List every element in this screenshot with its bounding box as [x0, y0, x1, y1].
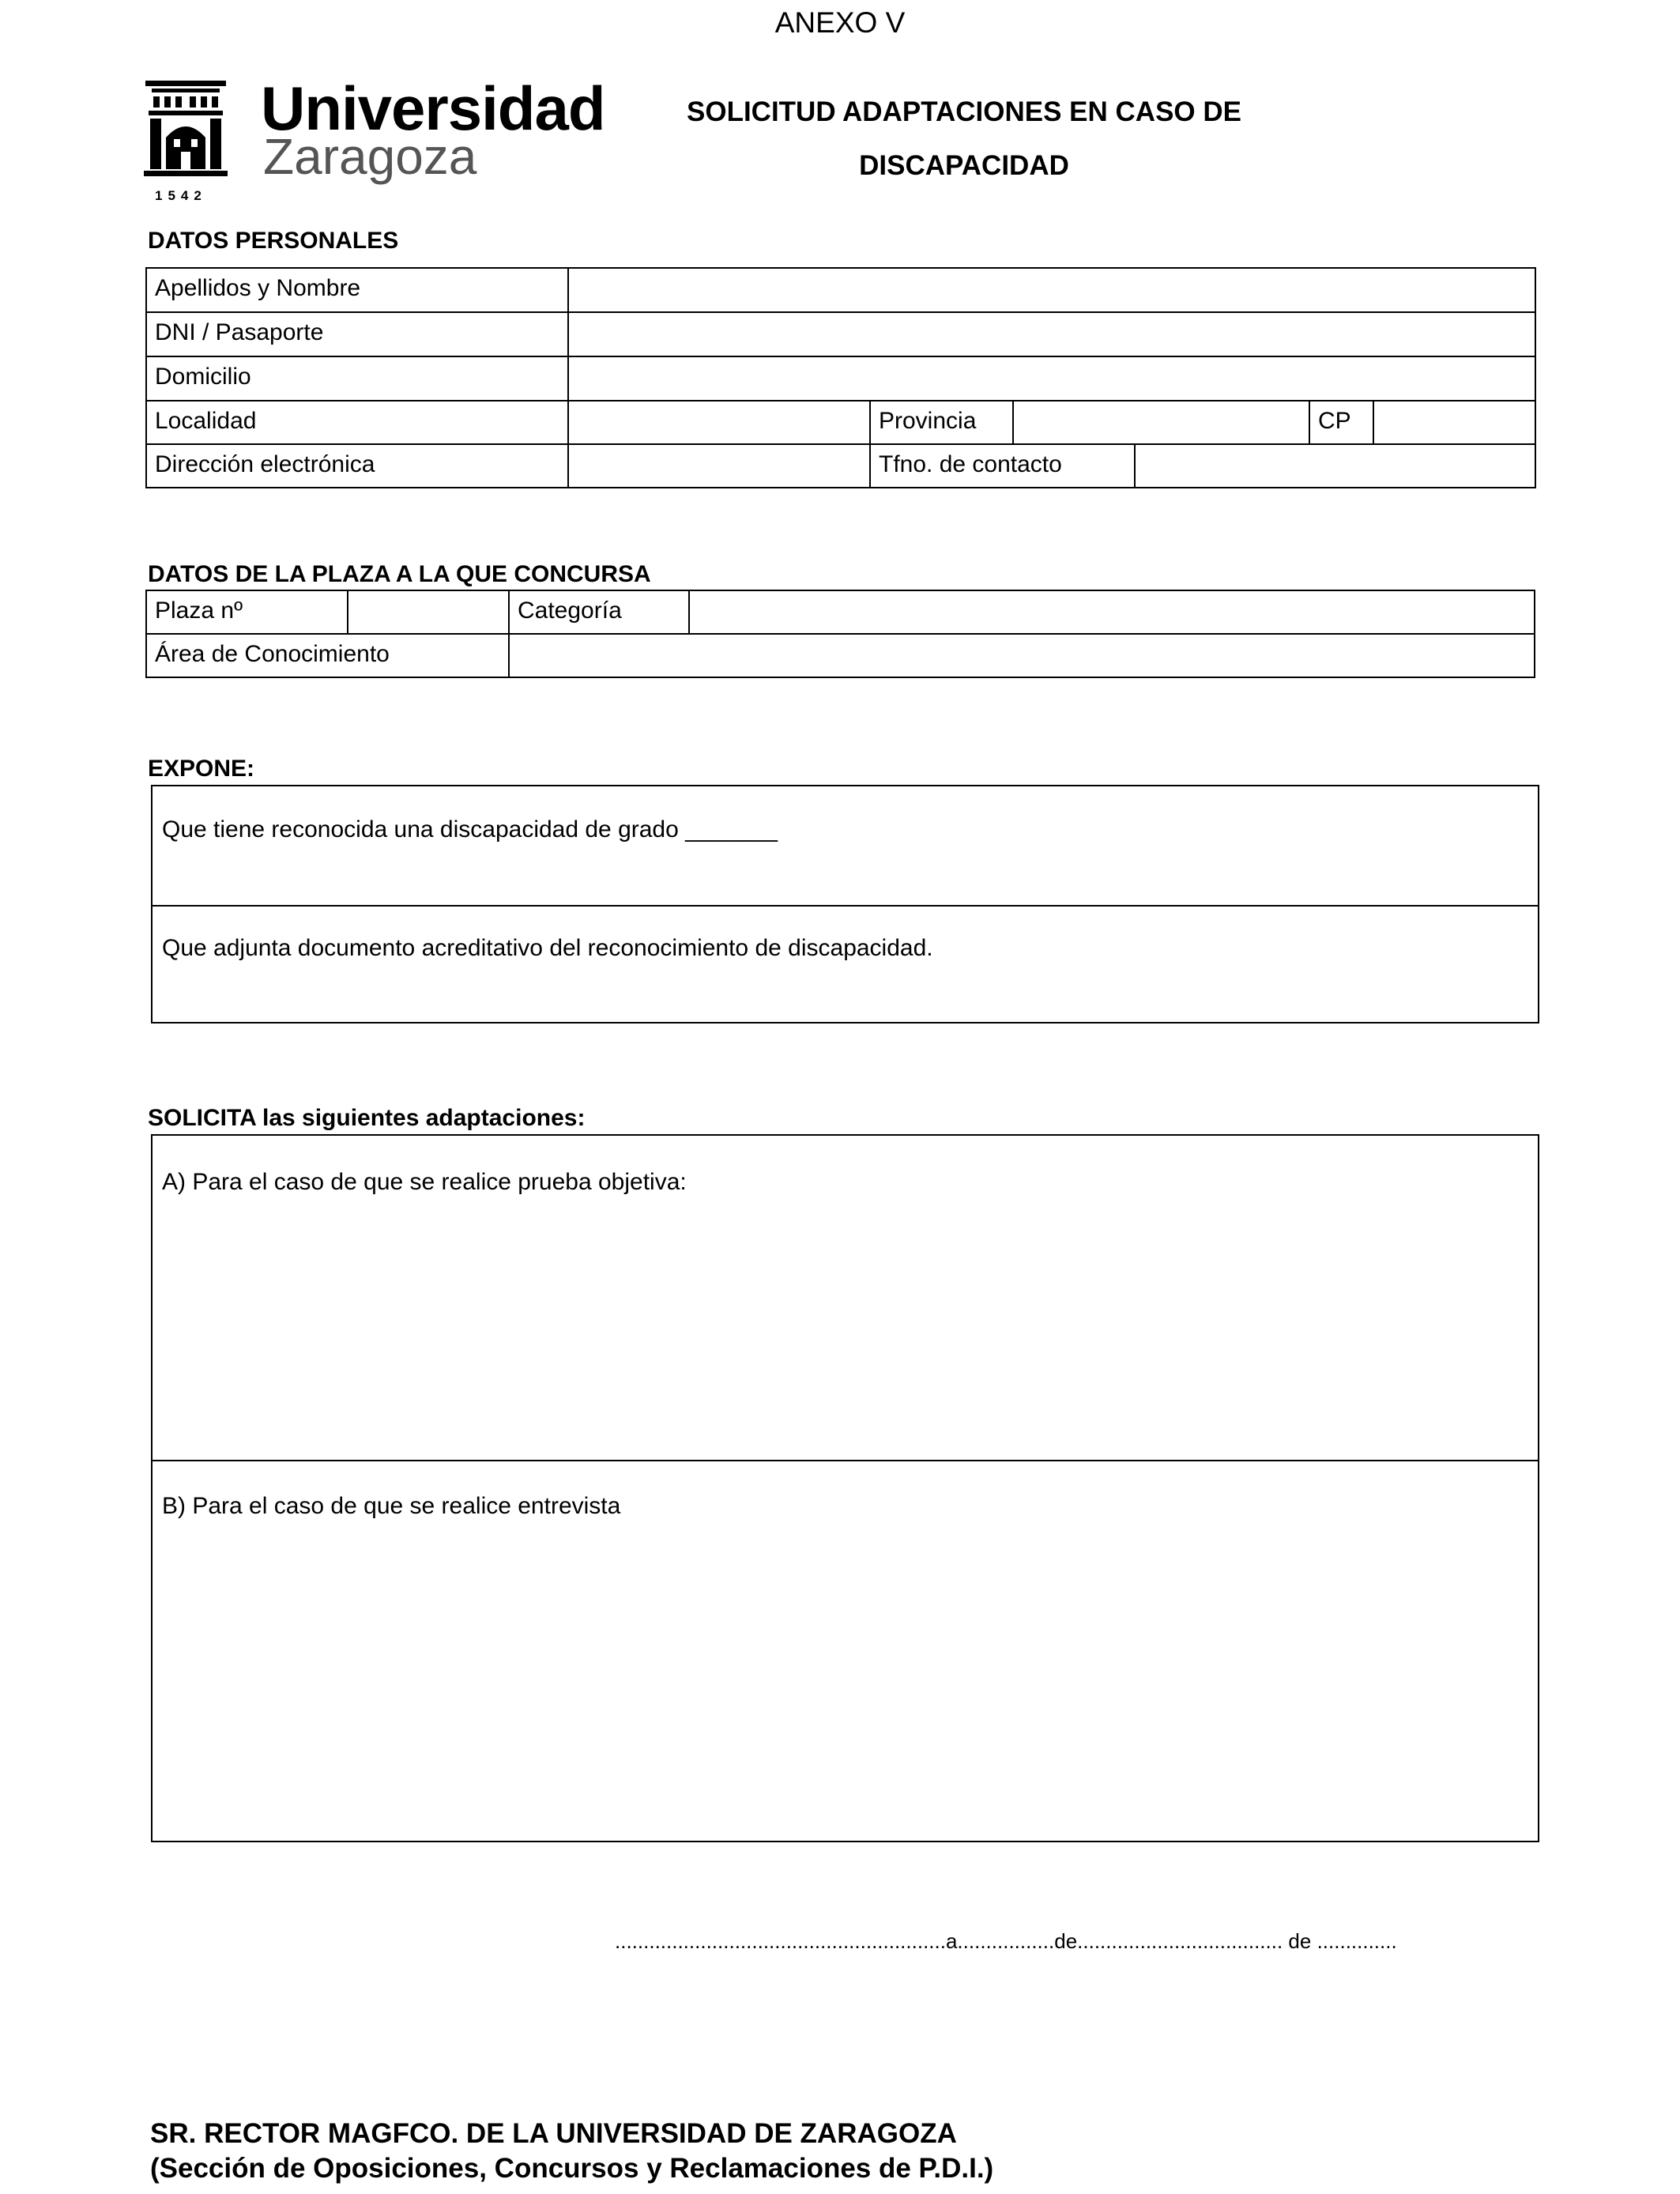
statement-divider	[153, 905, 1538, 907]
request-interview-label: B) Para el caso de que se realice entrevista	[162, 1493, 621, 1519]
personal-data-table	[145, 267, 1536, 488]
postal-code-field[interactable]	[1373, 400, 1535, 443]
email-field[interactable]	[567, 443, 869, 487]
category-label: Categoría	[508, 590, 688, 633]
statement-disability-degree[interactable]: Que tiene reconocida una discapacidad de grado _______	[162, 816, 778, 843]
request-heading: SOLICITA las siguientes adaptaciones:	[148, 1105, 586, 1131]
annex-title: ANEXO V	[774, 6, 906, 39]
logo-wordmark: Universidad	[261, 74, 605, 143]
email-label: Dirección electrónica	[145, 443, 567, 487]
knowledge-area-label: Área de Conocimiento	[145, 633, 508, 677]
addressee-line2: (Sección de Oposiciones, Concursos y Reclamaciones de P.D.I.)	[150, 2153, 994, 2184]
id-document-field[interactable]	[567, 311, 1535, 356]
personal-data-heading: DATOS PERSONALES	[148, 228, 399, 254]
addressee-line1: SR. RECTOR MAGFCO. DE LA UNIVERSIDAD DE ZARAGOZA	[150, 2118, 957, 2149]
province-label: Provincia	[869, 400, 1012, 443]
document-title	[593, 85, 1335, 193]
id-document-label: DNI / Pasaporte	[145, 311, 567, 356]
town-label: Localidad	[145, 400, 567, 443]
request-divider	[153, 1460, 1538, 1461]
phone-label: Tfno. de contacto	[869, 443, 1134, 487]
position-data-table	[145, 590, 1535, 678]
request-objective-test-label: A) Para el caso de que se realice prueba objetiva:	[162, 1169, 687, 1195]
phone-field[interactable]	[1134, 443, 1535, 487]
document-title-line1: SOLICITUD ADAPTACIONES EN CASO DE	[687, 96, 1241, 127]
statement-attached-document: Que adjunta documento acreditativo del reconocimiento de discapacidad.	[162, 935, 933, 961]
full-name-field[interactable]	[567, 267, 1535, 311]
place-date-line[interactable]: ..........................................................a.................de.................................... de ..............	[615, 1929, 1397, 1953]
statement-box	[151, 785, 1539, 1023]
statement-heading: EXPONE:	[148, 756, 255, 782]
university-crest-icon	[142, 76, 229, 187]
knowledge-area-field[interactable]	[508, 633, 1534, 677]
postal-code-label: CP	[1309, 400, 1373, 443]
full-name-label: Apellidos y Nombre	[145, 267, 567, 311]
category-field[interactable]	[688, 590, 1534, 633]
position-data-heading: DATOS DE LA PLAZA A LA QUE CONCURSA	[148, 561, 651, 587]
addressee-block	[150, 2117, 993, 2186]
document-title-line2: DISCAPACIDAD	[859, 150, 1069, 181]
logo-city: Zaragoza	[263, 128, 477, 185]
province-field[interactable]	[1012, 400, 1309, 443]
town-field[interactable]	[567, 400, 869, 443]
logo-year: 1542	[155, 188, 207, 203]
request-objective-test-area[interactable]	[162, 1215, 1528, 1452]
university-logo	[142, 74, 605, 210]
address-label: Domicilio	[145, 356, 567, 400]
request-box	[151, 1134, 1539, 1842]
position-number-label: Plaza nº	[145, 590, 347, 633]
position-number-field[interactable]	[347, 590, 508, 633]
request-interview-area[interactable]	[162, 1539, 1528, 1831]
address-field[interactable]	[567, 356, 1535, 400]
